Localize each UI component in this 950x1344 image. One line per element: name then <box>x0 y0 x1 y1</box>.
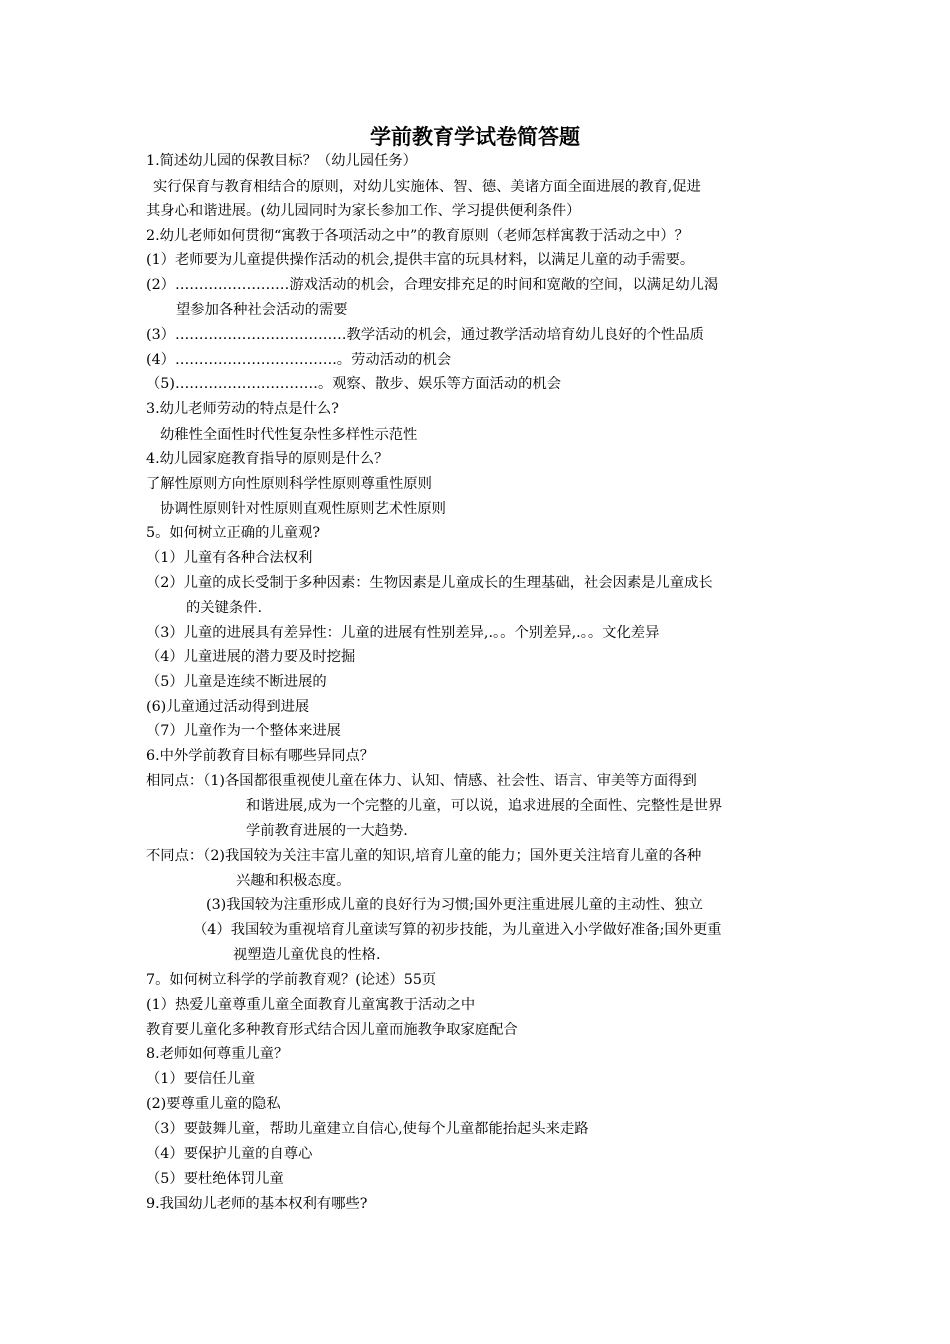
text-line: 幼稚性全面性时代性复杂性多样性示范性 <box>160 427 418 443</box>
text-line: （4）我国较为重视培育儿童读写算的初步技能，为儿童进入小学做好准备;国外更重 <box>193 922 722 938</box>
text-line: 协调性原则针对性原则直观性原则艺术性原则 <box>160 501 446 517</box>
text-line: 8.老师如何尊重儿童？ <box>146 1046 289 1062</box>
text-line: (1）热爱儿童尊重儿童全面教育儿童寓教于活动之中 <box>146 997 476 1013</box>
text-line: 3.幼儿老师劳动的特点是什么? <box>146 401 339 417</box>
text-line: 教育要儿童化多种教育形式结合因儿童而施教争取家庭配合 <box>146 1022 518 1038</box>
text-line: 9.我国幼儿老师的基本权利有哪些? <box>146 1196 368 1212</box>
text-line: 2.幼儿老师如何贯彻“寓教于各项活动之中”的教育原则（老师怎样寓教于活动之中）？ <box>146 228 689 244</box>
text-line: 4.幼儿园家庭教育指导的原则是什么？ <box>146 451 389 467</box>
text-line: 实行保育与教育相结合的原则，对幼儿实施体、智、德、美诸方面全面进展的教育,促进 <box>153 179 701 195</box>
text-line: (6)儿童通过活动得到进展 <box>146 699 310 715</box>
text-line: （4）儿童进展的潜力要及时挖掘 <box>146 649 356 665</box>
text-line: （1）要信任儿童 <box>146 1071 256 1087</box>
text-line: (3)我国较为注重形成儿童的良好行为习惯;国外更注重进展儿童的主动性、独立 <box>206 897 703 913</box>
text-line: （4）要保护儿童的自尊心 <box>146 1146 313 1162</box>
text-line: 不同点：（2)我国较为关注丰富儿童的知识,培育儿童的能力；国外更关注培育儿童的各种 <box>146 848 702 864</box>
text-line: （1）儿童有各种合法权利 <box>146 550 313 566</box>
text-line: （3）要鼓舞儿童，帮助儿童建立自信心,使每个儿童都能抬起头来走路 <box>146 1121 589 1137</box>
text-line: 1.简述幼儿园的保教目标？（幼儿园任务） <box>146 153 417 169</box>
text-line: （2）儿童的成长受制于多种因素：生物因素是儿童成长的生理基础，社会因素是儿童成长 <box>146 575 713 591</box>
text-line: 和谐进展,成为一个完整的儿童，可以说，追求进展的全面性、完整性是世界 <box>246 798 723 814</box>
text-line: (1）老师要为儿童提供操作活动的机会,提供丰富的玩具材料，以满足儿童的动手需要。 <box>146 252 695 268</box>
text-line: (2)要尊重儿童的隐私 <box>146 1096 281 1112</box>
text-line: 了解性原则方向性原则科学性原则尊重性原则 <box>146 476 432 492</box>
text-line: 其身心和谐进展。(幼儿园同时为家长参加工作、学习提供便利条件） <box>146 203 581 219</box>
text-line: 学前教育进展的一大趋势. <box>246 823 408 839</box>
text-line: （7）儿童作为一个整体来进展 <box>146 723 341 739</box>
text-line: （5）儿童是连续不断进展的 <box>146 674 327 690</box>
text-line: (3）………………………………教学活动的机会，通过教学活动培育幼儿良好的个性品质 <box>146 327 704 343</box>
text-line: 兴趣和积极态度。 <box>236 873 351 889</box>
document-title: 学前教育学试卷简答题 <box>370 125 580 149</box>
text-line: (4）…………………………….。劳动活动的机会 <box>146 352 452 368</box>
text-line: （5)…………………………。观察、散步、娱乐等方面活动的机会 <box>146 376 561 392</box>
text-line: （5）要杜绝体罚儿童 <box>146 1171 284 1187</box>
text-line: 6.中外学前教育目标有哪些异同点？ <box>146 748 375 764</box>
text-line: (2）……………………游戏活动的机会，合理安排充足的时间和宽敞的空间，以满足幼儿渴 <box>146 277 719 293</box>
text-line: 5。如何树立正确的儿童观? <box>146 525 321 541</box>
text-line: 相同点：（1)各国都很重视使儿童在体力、认知、情感、社会性、语言、审美等方面得到 <box>146 773 697 789</box>
text-line: 望参加各种社会活动的需要 <box>176 302 348 318</box>
text-line: 的关键条件. <box>186 600 263 616</box>
text-line: （3）儿童的进展具有差异性：儿童的进展有性别差异,.。。个别差异,.。。文化差异 <box>146 625 660 641</box>
text-line: 视塑造儿童优良的性格. <box>233 947 381 963</box>
text-line: 7。如何树立科学的学前教育观？(论述）55页 <box>146 972 437 988</box>
